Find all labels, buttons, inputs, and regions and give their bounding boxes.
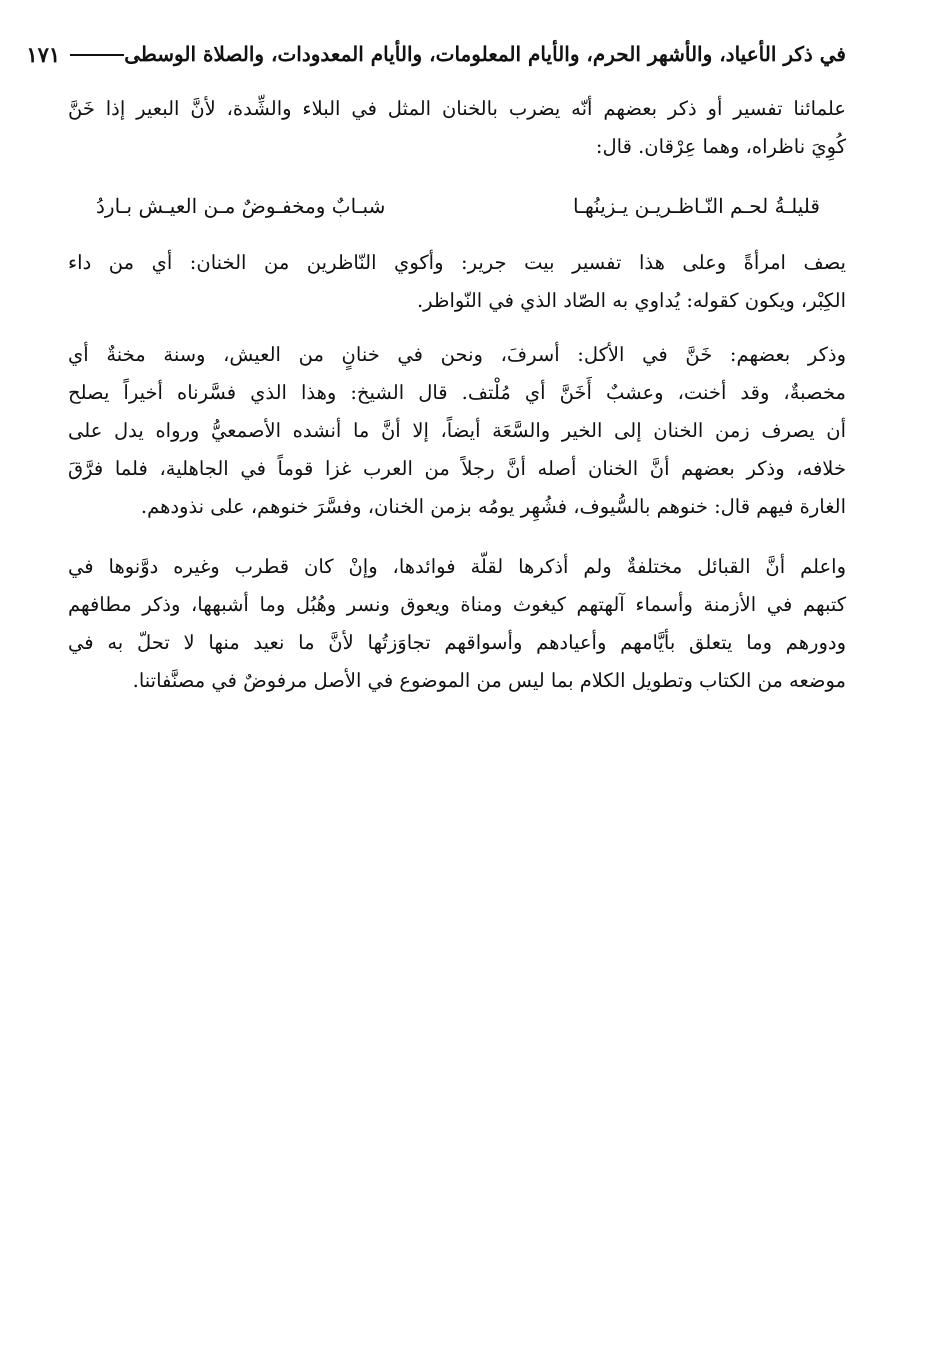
- verse-second-hemistich: شبـابٌ ومخفـوضٌ مـن العيـش بـاردُ: [96, 194, 386, 218]
- paragraph-line: خلافه، وذكر بعضهم أنَّ الخنان أصله أنَّ رجلاً من العرب غزا قوماً في الجاهلية، فلما فرَّقَ: [68, 457, 846, 480]
- paragraph-line: يصف امرأةً وعلى هذا تفسير بيت جرير: وأكوي النّاظرين من الخنان: أي من داء: [68, 251, 846, 274]
- paragraph-line: علمائنا تفسير أو ذكر بعضهم أنّه يضرب بالخنان المثل في البلاء والشِّدة، لأنَّ البعير إذا خَنَّ: [68, 97, 846, 120]
- paragraph-line: وذكر بعضهم: خَنَّ في الأكل: أسرفَ، ونحن في خنانٍ من العيش، وسنة مخنةٌ أي: [68, 343, 846, 366]
- page-number-group: [26, 42, 124, 67]
- running-header: [26, 34, 846, 74]
- paragraph-3: [68, 336, 846, 526]
- header-rule: [70, 54, 124, 56]
- paragraph-line: ودورهم وما يتعلق بأيَّامهم وأعيادهم وأسواقهم تجاوَزتُها لأنَّ ما نعيد منها لا تحلّ به في: [68, 631, 846, 654]
- paragraph-line: كتبهم في الأزمنة وأسماء آلهتهم كيغوث ومناة ويعوق ونسر وهُبُل وما أشبهها، وذكر مطافهم: [68, 593, 846, 616]
- paragraph-line: الغارة فيهم قال: خنوهم بالسُّيوف، فشُهِر يومُه بزمن الخنان، وفسَّرَ خنوهم، على نذودهم.: [140, 495, 846, 518]
- paragraph-line: كُوِيَ ناظراه، وهما عِرْقان. قال:: [595, 135, 846, 158]
- running-header-title: في ذكر الأعياد، والأشهر الحرم، والأيام المعلومات، والأيام المعدودات، والصلاة الوسطى: [124, 42, 846, 66]
- paragraph-line: أن يصرف زمن الخنان إلى الخير والسَّعَة أيضاً، إلا أنَّ ما أنشده الأصمعيُّ ورواه يدل على: [68, 419, 846, 442]
- verse-first-hemistich: قليلـةُ لحـم النّـاظـريـن يـزينُهـا: [572, 194, 820, 218]
- paragraph-4: [68, 548, 846, 700]
- paragraph-line: مخصبةٌ، وقد أخنت، وعشبٌ أَخَنَّ أي مُلْتف. قال الشيخ: وهذا الذي فسَّرناه أخيراً يصلح: [68, 381, 846, 404]
- page-number: ١٧١: [26, 41, 61, 67]
- paragraph-line: واعلم أنَّ القبائل مختلفةٌ ولم أذكرها لقلّة فوائدها، وإنْ كان قطرب وغيره دوَّنوها في: [68, 555, 846, 578]
- paragraph-line: موضعه من الكتاب وتطويل الكلام بما ليس من الموضوع في الأصل مرفوضٌ في مصنَّفاتنا.: [132, 669, 846, 692]
- poetry-verse: [96, 184, 820, 228]
- paragraph-line: الكِبْر، ويكون كقوله: يُداوي به الصّاد الذي في النّواظر.: [416, 289, 846, 312]
- paragraph-1: [68, 90, 846, 166]
- paragraph-2: [68, 244, 846, 320]
